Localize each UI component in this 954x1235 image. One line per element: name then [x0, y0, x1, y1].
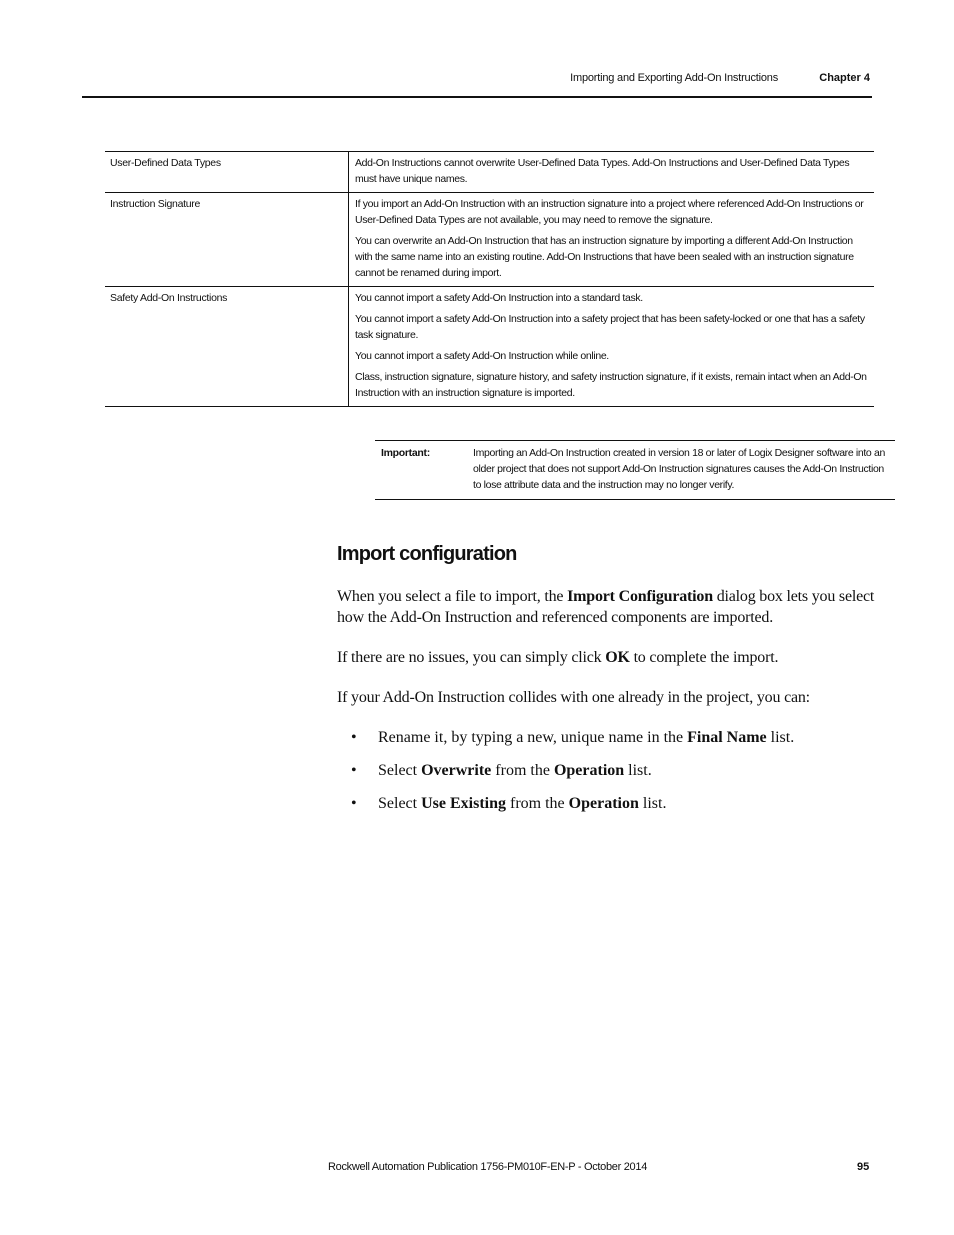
paragraph-collision: If your Add-On Instruction collides with one already in the project, you can: [337, 689, 810, 706]
table-row [105, 192, 874, 286]
important-label: Important: [381, 447, 430, 459]
import-conflict-table [105, 151, 874, 407]
important-text: Importing an Add-On Instruction created in version 18 or later of Logix Designer software into an older project that does not support Add-On Instruction signatures causes the Add-On Instruction to lose attribute data and the instruction may no longer verify. [473, 447, 885, 491]
text-run: Select [378, 762, 422, 779]
footer-publication: Rockwell Automation Publication 1756-PM010F-EN-P - October 2014 [328, 1161, 648, 1173]
table-paragraph: You cannot import a safety Add-On Instruction into a standard task. [355, 292, 643, 304]
list-item [337, 760, 877, 793]
table-paragraph: You cannot import a safety Add-On Instruction while online. [355, 350, 609, 362]
text-run: If there are no issues, you can simply click [337, 649, 606, 666]
bold-term: Operation [568, 795, 639, 812]
bold-term: Final Name [687, 729, 767, 746]
header-section-title: Importing and Exporting Add-On Instructions [570, 72, 778, 84]
table-row [105, 286, 874, 406]
table-row-label: Instruction Signature [105, 193, 349, 286]
table-row-label: User-Defined Data Types [105, 152, 349, 192]
bold-term: Operation [553, 762, 625, 779]
table-paragraph: You can overwrite an Add-On Instruction that has an instruction signature by importing a different Add-On Instruction with the same name into an existing routine. Add-On Instructions that have been sealed with an instruction signature cannot be renamed during import. [355, 235, 854, 279]
page-header [82, 70, 872, 98]
section-heading: Import configuration [337, 543, 517, 565]
page-number: 95 [857, 1161, 870, 1173]
bold-term: Use Existing [421, 795, 506, 812]
table-paragraph: Class, instruction signature, signature history, and safety instruction signature, if it exists, remain intact when an Add-On Instruction with an instruction signature is imported. [355, 371, 867, 399]
text-run: Rename it, by typing a new, unique name in the [378, 729, 688, 746]
text-run: list. [624, 762, 652, 779]
text-run: from the [506, 795, 569, 812]
table-row-description [349, 287, 874, 406]
text-run: to complete the import. [629, 649, 779, 666]
bullet-icon: • [351, 729, 357, 746]
table-row [105, 152, 874, 192]
text-run: Select [378, 795, 422, 812]
bold-term: Overwrite [421, 762, 492, 779]
important-note [375, 440, 895, 500]
paragraph-intro [337, 586, 877, 628]
list-item [337, 793, 877, 826]
list-item [337, 727, 877, 760]
bullet-icon: • [351, 762, 357, 779]
bold-term: Import Configuration [567, 588, 713, 605]
text-run: list. [638, 795, 667, 812]
text-run: list. [766, 729, 795, 746]
paragraph-no-issues [337, 647, 877, 668]
text-run: dialog box lets you select how the Add-On Instruction and referenced components are imported. [337, 588, 875, 626]
table-paragraph: If you import an Add-On Instruction with an instruction signature into a project where referenced Add-On Instructions or User-Defined Data Types are not available, you may need to remove the signature. [355, 198, 864, 226]
bullet-icon: • [351, 795, 357, 812]
table-paragraph: Add-On Instructions cannot overwrite User-Defined Data Types. Add-On Instructions and User-Defined Data Types must have unique names. [355, 157, 850, 185]
table-row-description [349, 152, 874, 192]
text-run: from the [491, 762, 554, 779]
header-chapter: Chapter 4 [819, 72, 870, 84]
table-paragraph: You cannot import a safety Add-On Instruction into a safety project that has been safety-locked or one that has a safety task signature. [355, 313, 865, 341]
table-row-description [349, 193, 874, 286]
options-list [337, 727, 877, 826]
text-run: When you select a file to import, the [337, 588, 568, 605]
bold-term: OK [605, 649, 630, 666]
table-row-label: Safety Add-On Instructions [105, 287, 349, 406]
